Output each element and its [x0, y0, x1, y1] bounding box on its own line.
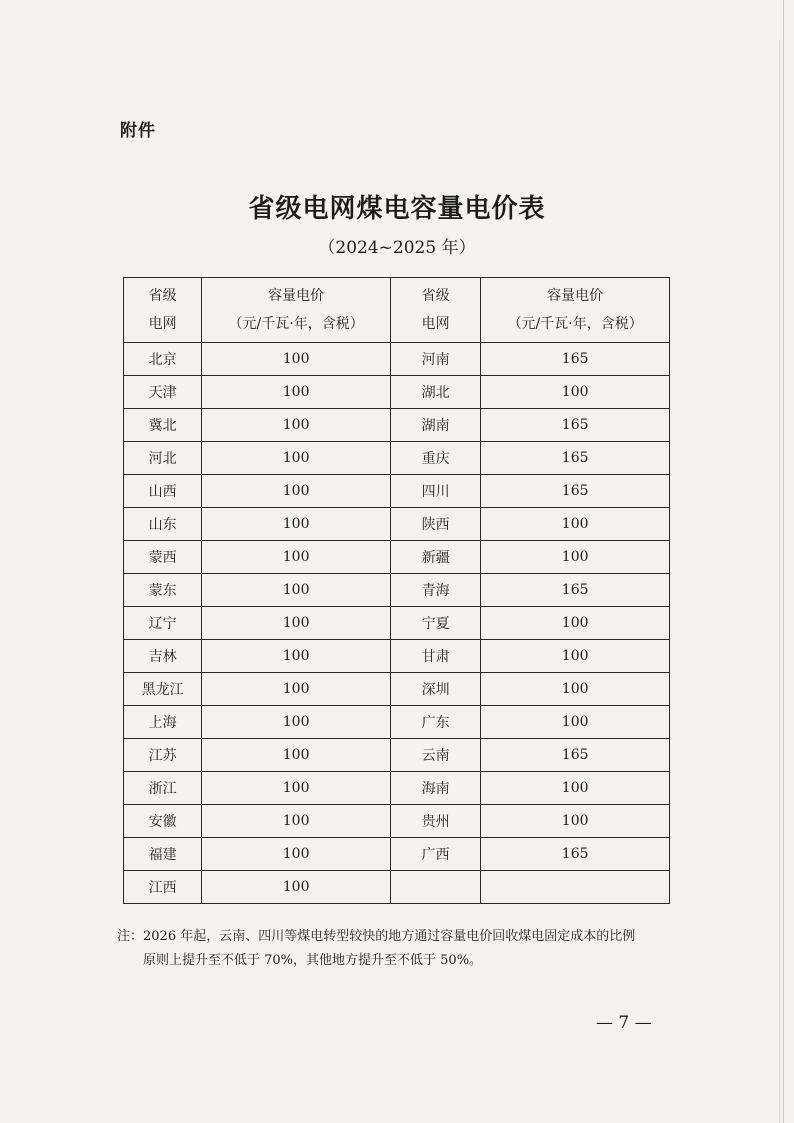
province-cell: 四川 — [390, 475, 480, 508]
attachment-label: 附件 — [120, 121, 156, 141]
price-cell: 100 — [202, 772, 391, 805]
price-cell: 100 — [202, 343, 391, 376]
province-cell: 广东 — [390, 706, 480, 739]
header-price-right — [481, 278, 670, 343]
price-cell: 165 — [481, 409, 670, 442]
price-cell — [481, 871, 670, 904]
price-cell: 100 — [481, 805, 670, 838]
table-row — [124, 706, 670, 739]
price-cell: 100 — [481, 508, 670, 541]
price-cell: 165 — [481, 343, 670, 376]
province-cell: 甘肃 — [390, 640, 480, 673]
header-province-line2: 电网 — [421, 316, 450, 332]
province-cell: 黑龙江 — [124, 673, 202, 706]
province-cell: 上海 — [124, 706, 202, 739]
province-cell: 新疆 — [390, 541, 480, 574]
province-cell: 浙江 — [124, 772, 202, 805]
note-line2: 原则上提升至不低于 70%，其他地方提升至不低于 50%。 — [143, 953, 483, 968]
price-cell: 100 — [202, 871, 391, 904]
price-cell: 100 — [202, 541, 391, 574]
header-price-line1: 容量电价 — [547, 288, 604, 304]
province-cell: 辽宁 — [124, 607, 202, 640]
table-row — [124, 640, 670, 673]
table-row — [124, 376, 670, 409]
table-row — [124, 673, 670, 706]
price-cell: 100 — [202, 475, 391, 508]
province-cell: 湖北 — [390, 376, 480, 409]
table-row — [124, 541, 670, 574]
table-row — [124, 574, 670, 607]
price-cell: 100 — [481, 376, 670, 409]
table-body — [124, 343, 670, 904]
document-title: 省级电网煤电容量电价表 — [248, 194, 546, 224]
note-line1: 注：2026 年起，云南、四川等煤电转型较快的地方通过容量电价回收煤电固定成本的比例 — [117, 929, 636, 944]
table-row — [124, 409, 670, 442]
province-cell: 蒙西 — [124, 541, 202, 574]
price-cell: 100 — [202, 673, 391, 706]
province-cell: 安徽 — [124, 805, 202, 838]
header-province-right — [390, 278, 480, 343]
province-cell: 湖南 — [390, 409, 480, 442]
province-cell: 北京 — [124, 343, 202, 376]
province-cell: 冀北 — [124, 409, 202, 442]
province-cell: 云南 — [390, 739, 480, 772]
province-cell: 天津 — [124, 376, 202, 409]
price-cell: 100 — [202, 805, 391, 838]
province-cell: 重庆 — [390, 442, 480, 475]
province-cell: 山西 — [124, 475, 202, 508]
header-price-line2: （元/千瓦·年，含税） — [507, 316, 643, 332]
province-cell: 蒙东 — [124, 574, 202, 607]
price-cell: 100 — [481, 673, 670, 706]
header-price-left — [202, 278, 391, 343]
table-row — [124, 475, 670, 508]
table-row — [124, 838, 670, 871]
table-row — [124, 739, 670, 772]
table-row — [124, 607, 670, 640]
price-cell: 100 — [202, 508, 391, 541]
price-cell: 100 — [202, 706, 391, 739]
price-cell: 165 — [481, 739, 670, 772]
price-cell: 100 — [202, 442, 391, 475]
province-cell: 海南 — [390, 772, 480, 805]
province-cell: 福建 — [124, 838, 202, 871]
province-cell: 深圳 — [390, 673, 480, 706]
table-row — [124, 772, 670, 805]
price-cell: 100 — [202, 739, 391, 772]
header-province-left — [124, 278, 202, 343]
price-cell: 165 — [481, 574, 670, 607]
header-price-line2: （元/千瓦·年，含税） — [228, 316, 364, 332]
header-province-line1: 省级 — [421, 288, 450, 304]
page-number: — 7 — — [596, 1013, 652, 1033]
province-cell: 宁夏 — [390, 607, 480, 640]
header-price-line1: 容量电价 — [268, 288, 325, 304]
price-cell: 100 — [202, 409, 391, 442]
province-cell: 贵州 — [390, 805, 480, 838]
province-cell: 江西 — [124, 871, 202, 904]
price-cell: 100 — [202, 838, 391, 871]
province-cell: 江苏 — [124, 739, 202, 772]
price-cell: 100 — [481, 640, 670, 673]
header-province-line1: 省级 — [148, 288, 177, 304]
capacity-price-table — [123, 277, 670, 904]
province-cell: 河南 — [390, 343, 480, 376]
province-cell: 山东 — [124, 508, 202, 541]
table-note — [117, 925, 677, 973]
price-cell: 165 — [481, 475, 670, 508]
table-row — [124, 805, 670, 838]
table-header — [124, 278, 670, 343]
header-row — [124, 278, 670, 343]
province-cell: 陕西 — [390, 508, 480, 541]
price-cell: 100 — [481, 541, 670, 574]
price-cell: 165 — [481, 442, 670, 475]
header-province-line2: 电网 — [148, 316, 177, 332]
table-row — [124, 343, 670, 376]
price-cell: 165 — [481, 838, 670, 871]
price-cell: 100 — [202, 574, 391, 607]
province-cell: 吉林 — [124, 640, 202, 673]
price-cell: 100 — [202, 640, 391, 673]
table-row — [124, 442, 670, 475]
document-subtitle: （2024~2025 年） — [318, 238, 476, 258]
table-row — [124, 508, 670, 541]
province-cell: 河北 — [124, 442, 202, 475]
province-cell: 青海 — [390, 574, 480, 607]
province-cell — [390, 871, 480, 904]
table-row — [124, 871, 670, 904]
price-cell: 100 — [481, 706, 670, 739]
price-cell: 100 — [481, 772, 670, 805]
price-cell: 100 — [202, 376, 391, 409]
price-cell: 100 — [481, 607, 670, 640]
province-cell: 广西 — [390, 838, 480, 871]
page-edge — [783, 0, 784, 1123]
price-cell: 100 — [202, 607, 391, 640]
